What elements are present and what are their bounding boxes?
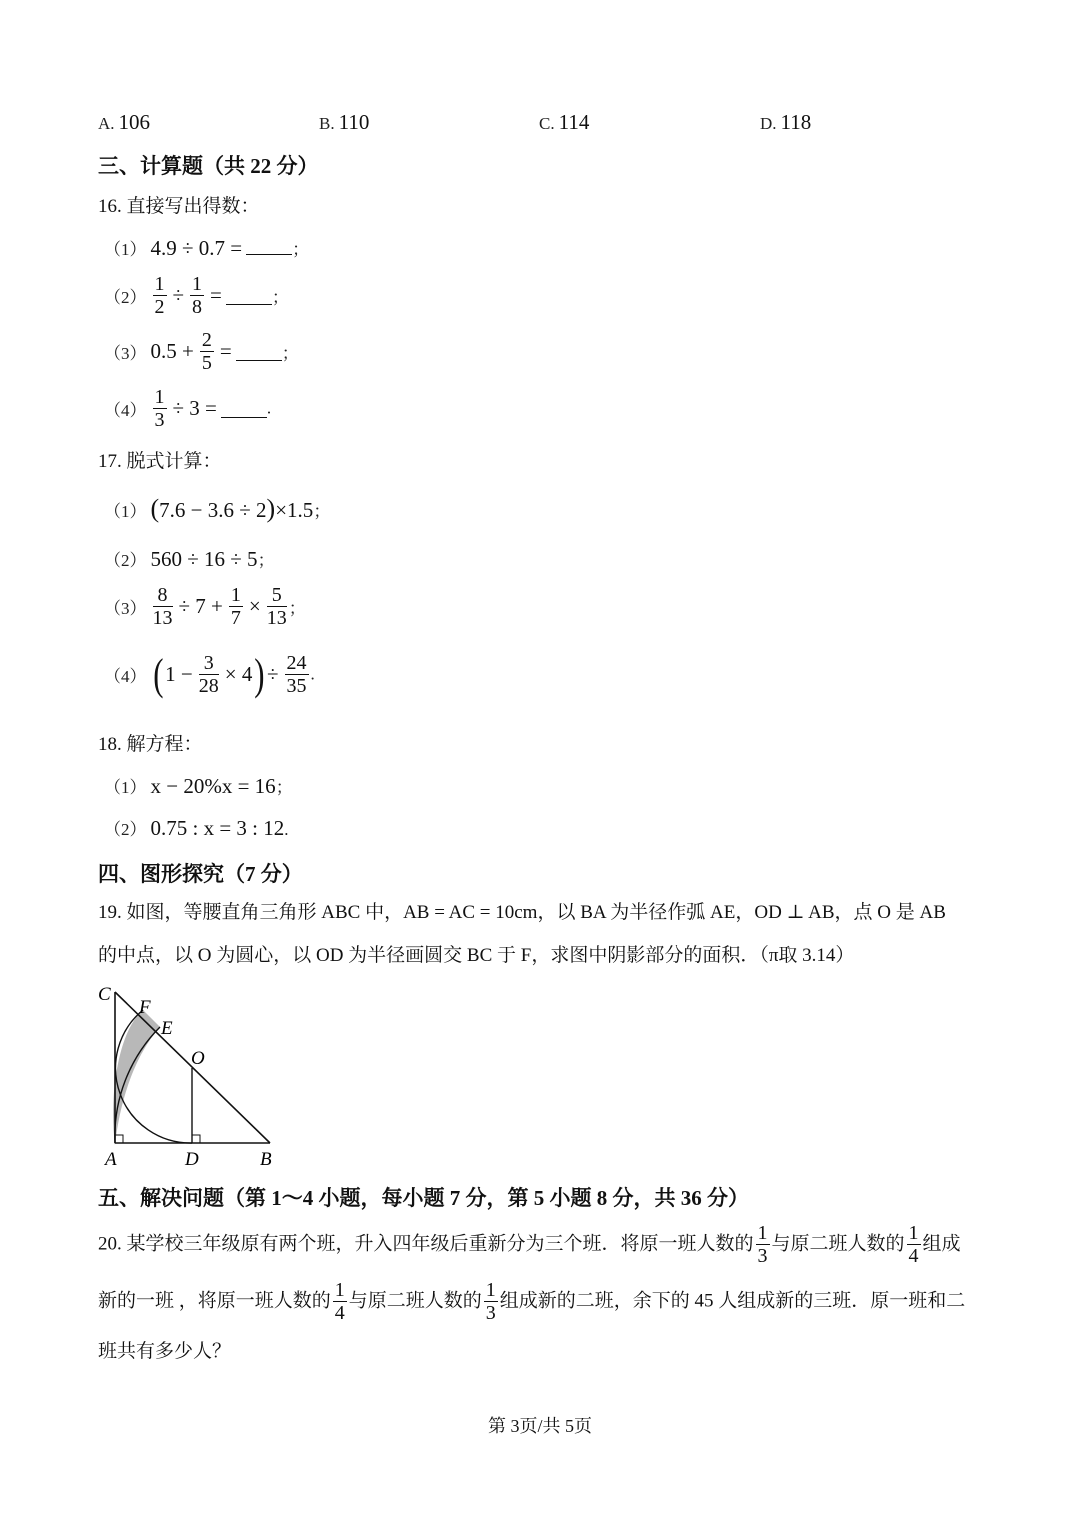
expression: 1 − — [165, 662, 193, 686]
option-c — [539, 110, 589, 135]
fraction: $\frac{5}{13}$ — [266, 584, 287, 629]
punct: ； — [275, 778, 293, 797]
q16-item-4 — [104, 386, 271, 431]
expression: 7.6 − 3.6 ÷ 2 — [159, 498, 267, 522]
option-value: 114 — [558, 110, 590, 134]
label-e: E — [161, 1018, 173, 1039]
paren: ( — [152, 649, 163, 699]
answer-blank[interactable] — [226, 286, 272, 305]
item-label: （4） — [104, 667, 147, 686]
question-text: 19. 如图，等腰直角三角形 ABC 中，AB = AC = 10cm，以 BA 为半径作弧 AE，OD ⊥ AB，点 O 是 AB — [98, 902, 946, 923]
item-label: （1） — [104, 240, 147, 259]
item-label: （2） — [104, 551, 147, 570]
fraction: $\frac{1}{8}$ — [192, 273, 203, 318]
fraction: $\frac{2}{5}$ — [201, 329, 212, 374]
page-footer: 第 3页/共 5页 — [487, 1416, 592, 1436]
text: 与原二班人数的 — [771, 1233, 905, 1255]
section-heading: 五、解决问题（第 1～4 小题，每小题 7 分，第 5 小题 8 分，共 36 分） — [98, 1186, 749, 1210]
geometry-figure — [95, 980, 285, 1170]
fraction: $\frac{3}{28}$ — [198, 652, 219, 697]
q18-item-1 — [104, 773, 293, 799]
fraction: $\frac{1}{3}$ — [485, 1279, 496, 1324]
item-label: （3） — [104, 344, 147, 363]
punct: ； — [281, 344, 299, 363]
option-value: 118 — [780, 110, 812, 134]
section-heading: 三、计算题（共 22 分） — [98, 154, 319, 178]
expression: ÷ 3 = — [172, 396, 217, 420]
expression: x − 20%x = 16 — [150, 774, 276, 798]
fraction: $\frac{1}{7}$ — [230, 584, 241, 629]
punct: ； — [271, 288, 289, 307]
fraction: $\frac{24}{35}$ — [286, 652, 307, 697]
equals: = — [210, 283, 222, 307]
item-label: （2） — [104, 820, 147, 839]
question-stem: 16. 直接写出得数： — [98, 196, 260, 217]
paren: ) — [266, 494, 276, 523]
answer-blank[interactable] — [221, 399, 267, 418]
q18-item-2 — [104, 815, 289, 841]
label-c: C — [98, 984, 111, 1005]
fraction: $\frac{1}{4}$ — [908, 1222, 919, 1267]
option-value: 110 — [338, 110, 370, 134]
option-d — [760, 110, 811, 135]
expression: ×1.5 — [275, 498, 314, 522]
label-b: B — [260, 1149, 272, 1170]
question-line: 班共有多少人？ — [98, 1341, 232, 1362]
question-text: 的中点，以 O 为圆心，以 OD 为半径画圆交 BC 于 F，求图中阴影部分的面积．（π取 3.14） — [98, 945, 855, 966]
equals: = — [219, 339, 232, 363]
item-label: （1） — [104, 778, 147, 797]
operator: ÷ — [267, 662, 279, 686]
paren: ( — [150, 494, 160, 523]
question-stem: 18. 解方程： — [98, 734, 203, 755]
fraction: $\frac{1}{3}$ — [154, 386, 165, 431]
text: 与原二班人数的 — [348, 1290, 482, 1312]
label-o: O — [191, 1048, 205, 1069]
text: 20. 某学校三年级原有两个班，升入四年级后重新分为三个班．将原一班人数的 — [98, 1233, 754, 1255]
expression: ÷ 7 + — [178, 594, 223, 618]
option-letter: B. — [319, 114, 335, 133]
option-b — [319, 110, 369, 135]
text: 组成 — [922, 1233, 961, 1255]
q17-item-2 — [104, 546, 275, 572]
expression: 560 ÷ 16 ÷ 5 — [150, 547, 258, 571]
item-label: （1） — [104, 502, 147, 521]
punct: ； — [257, 551, 275, 570]
operator: ÷ — [172, 283, 185, 307]
option-a — [98, 110, 150, 135]
question-line — [98, 1222, 961, 1267]
punct: ； — [313, 502, 331, 521]
option-letter: C. — [539, 114, 555, 133]
label-d: D — [185, 1149, 199, 1170]
fraction: $\frac{1}{2}$ — [154, 273, 165, 318]
label-f: F — [139, 997, 151, 1018]
expression: × 4 — [224, 662, 253, 686]
text: 新的一班 ，将原一班人数的 — [98, 1290, 331, 1312]
text: 组成新的二班，余下的 45 人组成新的三班．原一班和二 — [499, 1290, 966, 1312]
fraction: $\frac{8}{13}$ — [152, 584, 173, 629]
punct: . — [266, 398, 272, 418]
question-line — [98, 1279, 965, 1324]
expression: 4.9 ÷ 0.7 = — [150, 236, 243, 260]
operator: × — [248, 594, 261, 618]
q16-item-2 — [104, 273, 289, 318]
option-value: 106 — [118, 110, 151, 134]
paren: ) — [254, 649, 265, 699]
answer-blank[interactable] — [236, 342, 282, 361]
label-a: A — [105, 1149, 117, 1170]
punct: . — [310, 664, 315, 684]
expression: 0.75 : x = 3 : 12 — [150, 816, 285, 840]
q17-item-1 — [104, 494, 330, 524]
shaded-region — [113, 1010, 160, 1145]
punct: ； — [288, 599, 306, 618]
expression: 0.5 + — [150, 339, 194, 363]
punct: ； — [292, 240, 310, 259]
q17-item-3 — [104, 584, 306, 629]
punct: . — [284, 820, 289, 839]
option-letter: D. — [760, 114, 777, 133]
option-letter: A. — [98, 114, 115, 133]
fraction: $\frac{1}{3}$ — [757, 1222, 768, 1267]
question-stem: 17. 脱式计算： — [98, 451, 222, 472]
section-heading: 四、图形探究（7 分） — [98, 862, 303, 886]
fraction: $\frac{1}{4}$ — [334, 1279, 345, 1324]
q16-item-1 — [104, 235, 309, 261]
item-label: （2） — [104, 288, 147, 307]
item-label: （4） — [104, 401, 147, 420]
q17-item-4 — [104, 649, 315, 699]
answer-blank[interactable] — [246, 236, 292, 255]
item-label: （3） — [104, 599, 147, 618]
q16-item-3 — [104, 329, 299, 374]
